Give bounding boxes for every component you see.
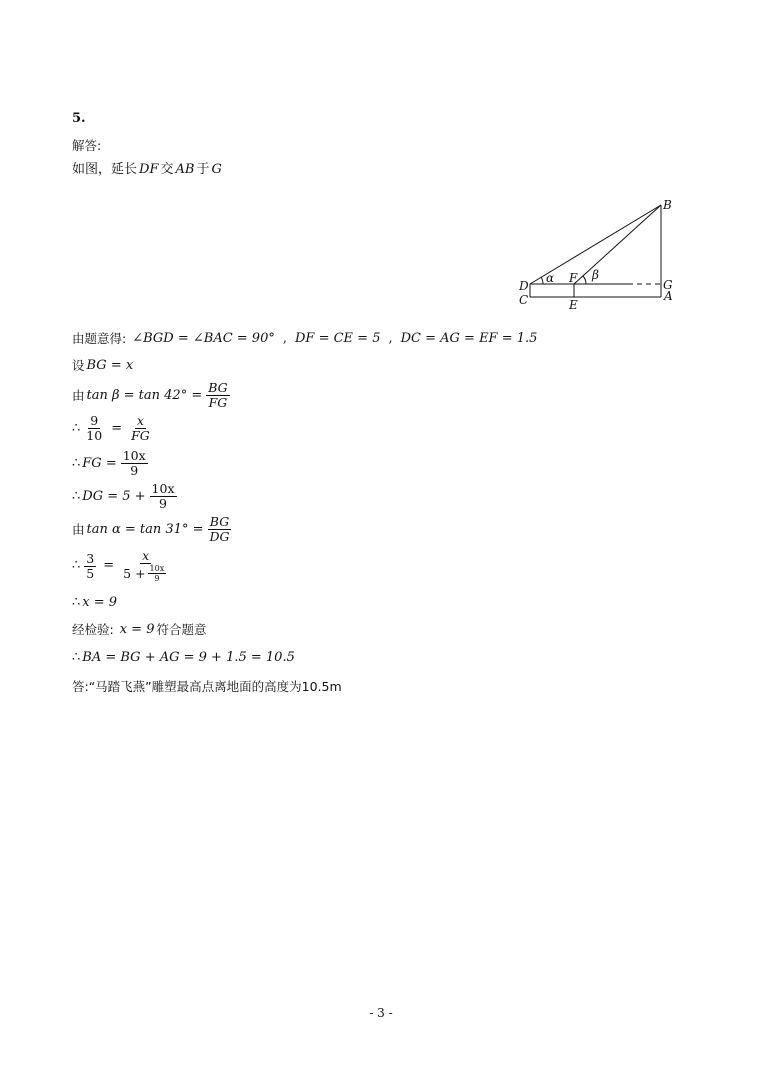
final-eq: BA = BG + AG = 9 + 1.5 = 10.5 [82,650,295,665]
check-eq: x = 9 [119,622,155,637]
answer-line: 答:“马踏飞燕”雕塑最高点离地面的高度为10.5m [72,679,342,694]
given-eq1: ∠BGD = ∠BAC = 90° [132,331,275,346]
angle-beta-arc [583,276,586,284]
by1-numerator: BG [208,380,228,395]
step5-line [72,595,117,611]
step1-num-b: x [136,413,144,428]
step2-num: 10x [122,448,146,463]
intro-line [72,162,222,178]
check-prefix: 经检验: [72,622,114,637]
set-prefix: 设 [72,358,85,373]
therefore-symbol: ∴ [72,650,81,665]
step4-num-b: x [142,548,150,563]
by2-prefix: 由 [72,521,85,537]
therefore-symbol: ∴ [72,595,81,610]
step2-left: FG = [82,455,117,471]
check-suffix: 符合题意 [156,622,207,637]
step3-fraction [150,482,177,511]
intro-mid: 交 [160,162,174,177]
step1-num-a: 9 [90,413,99,428]
intro-seg1: DF [139,162,159,177]
by1-left: tan β = tan 42° = [86,387,203,403]
step1-den-b: FG [131,428,150,443]
by1-line [72,381,232,410]
step4-den-b-prefix: 5 + [123,565,146,581]
by1-fraction [206,381,229,410]
step3-den: 9 [159,496,167,511]
page-number: - 3 - [369,1006,393,1020]
intro-suffix: 于 [196,162,210,177]
step2-line [72,449,150,478]
label-C: C [519,293,529,307]
set-line [72,358,133,374]
step2-fraction [121,449,148,478]
step1-fraction-b [129,414,152,443]
final-line [72,650,295,666]
given-eq3: DC = AG = EF = 1.5 [400,331,538,346]
by1-prefix: 由 [72,387,85,403]
answer-label: 解答: [72,138,102,153]
step1-fraction-a [84,414,104,443]
step4-fraction-b [121,549,170,583]
intro-seg2: AB [175,162,195,177]
by1-denominator: FG [208,395,228,410]
step3-left: DG = 5 + [82,488,146,504]
step4-den-b [121,564,170,583]
intro-prefix: 如图，延长 [72,162,138,177]
by2-fraction [207,515,231,544]
label-D: D [519,279,529,293]
by2-line [72,515,234,544]
therefore-symbol: ∴ [72,420,81,436]
therefore-symbol: ∴ [72,488,81,504]
step4-den-b-num: 10x [149,564,165,573]
by2-denominator: DG [209,529,230,544]
by2-left: tan α = tan 31° = [86,521,204,537]
step4-fraction-a [84,552,96,581]
geometry-figure [510,195,685,315]
step3-line [72,482,179,511]
therefore-symbol: ∴ [72,558,81,573]
step4-den-b-fraction [148,564,167,583]
by2-numerator: BG [209,514,230,529]
step1-den-a: 10 [86,428,103,443]
check-line [72,622,207,638]
step1-line: ∴ $\frac{9}{10}$ = $\frac{x}{FG}$ [72,413,150,443]
label-alpha: α [546,271,555,285]
step4-den-a: 5 [86,565,95,581]
label-E: E [569,298,578,312]
step4-line: ∴ $\frac{3}{5}$ = x 5 + $\frac{10x}{9}$ [72,549,172,583]
label-beta: β [592,268,599,282]
step3-num: 10x [151,481,175,496]
label-G: G [663,278,673,292]
given-eq2: DF = CE = 5 [295,331,381,346]
label-A: A [664,289,673,303]
label-B: B [663,198,672,212]
step5-eq: x = 9 [82,595,118,610]
label-F: F [569,271,578,285]
set-eq: BG = x [86,358,134,373]
intro-point: G [211,162,222,177]
segment-FB [574,205,661,284]
step4-num-a: 3 [86,550,95,566]
step2-den: 9 [130,463,139,478]
given-line: 由题意得: ∠BGD = ∠BAC = 90° , DF = CE = 5 , DC = AG = EF = 1.5 [72,331,538,346]
given-prefix: 由题意得: [72,331,127,346]
problem-number: 5. [72,111,86,126]
step4-den-b-den: 9 [154,574,160,583]
therefore-symbol: ∴ [72,455,81,471]
angle-alpha-arc [541,277,543,284]
